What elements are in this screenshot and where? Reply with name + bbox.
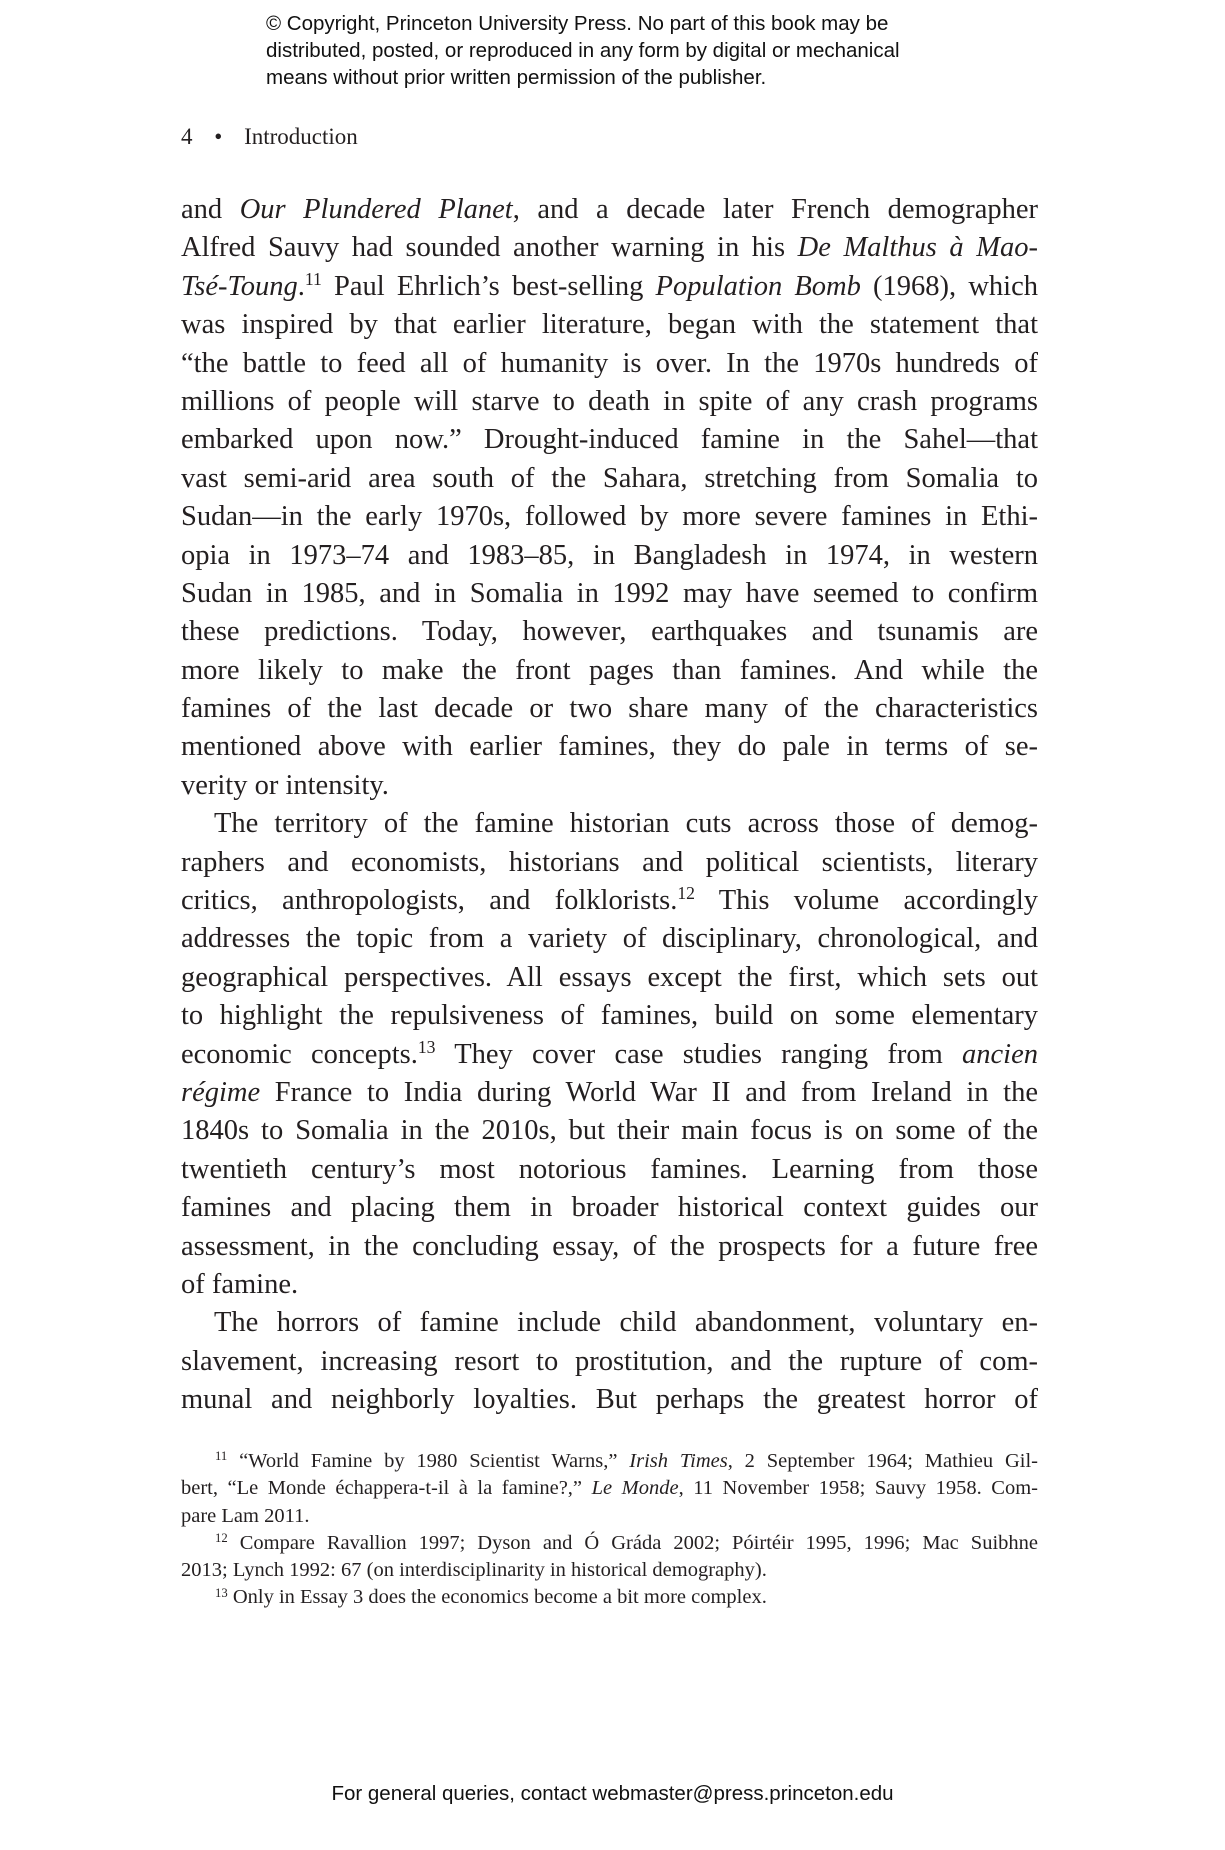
text-line — [181, 1343, 1038, 1381]
text-run: Paul Ehrlich’s best-selling — [321, 270, 656, 302]
text-run: twentieth century’s most notorious famines. Learning from those — [181, 1153, 1038, 1185]
text-line — [181, 498, 1038, 536]
text-run: 2013; Lynch 1992: 67 (on interdisciplinarity in historical demography). — [181, 1559, 767, 1582]
text-run: embarked upon now.” Drought-induced famine in the Sahel—that — [181, 424, 1038, 456]
footnotes — [181, 1448, 1038, 1612]
footnote-marker: 12 — [677, 883, 695, 904]
footnote-line — [181, 1584, 1038, 1611]
text-run: vast semi-arid area south of the Sahara, stretching from Somalia to — [181, 462, 1038, 494]
text-run: France to India during World War II and from Ireland in the — [260, 1076, 1038, 1108]
text-run: famines and placing them in broader historical context guides our — [181, 1192, 1038, 1224]
text-line — [181, 268, 1038, 306]
text-line — [181, 1228, 1038, 1266]
text-run: (1968), which — [860, 270, 1038, 302]
italic-text: De Malthus à Mao- — [797, 232, 1038, 264]
page-number: 4 — [181, 124, 193, 149]
text-line — [181, 805, 1038, 843]
text-line — [181, 690, 1038, 728]
text-line — [181, 1189, 1038, 1227]
text-run: mentioned above with earlier famines, they do pale in terms of se- — [181, 731, 1038, 763]
footnote-marker: 11 — [215, 1449, 228, 1464]
italic-text: Le Monde — [591, 1477, 679, 1500]
text-run: famines of the last decade or two share many of the characteristics — [181, 693, 1038, 725]
text-line — [181, 421, 1038, 459]
footnote-line — [181, 1475, 1038, 1502]
text-run: raphers and economists, historians and political scientists, literary — [181, 846, 1038, 878]
text-line — [181, 575, 1038, 613]
body-text — [181, 191, 1038, 1420]
text-line — [181, 844, 1038, 882]
footer-contact: For general queries, contact webmaster@press.princeton.edu — [331, 1782, 894, 1805]
text-line — [181, 1112, 1038, 1150]
italic-text: Our Plundered Planet — [239, 194, 513, 225]
text-line — [181, 1381, 1038, 1419]
text-run: The territory of the famine historian cuts across those of demog- — [214, 808, 1038, 840]
bullet-separator: • — [214, 124, 223, 149]
footnote-marker: 13 — [215, 1585, 228, 1600]
chapter-title: Introduction — [244, 124, 358, 149]
italic-text: Population Bomb — [655, 270, 861, 302]
text-run: to highlight the repulsiveness of famines, build on some elementary — [181, 1000, 1038, 1032]
text-run: Sudan—in the early 1970s, followed by more severe famines in Ethi- — [181, 501, 1038, 533]
text-run: Compare Ravallion 1997; Dyson and Ó Gráda 2002; Póirtéir 1995, 1996; Mac Suibhne — [227, 1531, 1038, 1554]
text-run: bert, “Le Monde échappera-t-il à la famine?,” — [181, 1477, 592, 1500]
text-run: addresses the topic from a variety of disciplinary, chronological, and — [181, 923, 1038, 955]
italic-text: ancien — [962, 1038, 1038, 1070]
copyright-line: © Copyright, Princeton University Press. No part of this book may be — [266, 12, 889, 35]
text-run: Alfred Sauvy had sounded another warning in his — [181, 232, 798, 264]
text-line — [181, 767, 1038, 805]
text-line — [181, 997, 1038, 1035]
footnote-line — [181, 1448, 1038, 1475]
text-run: slavement, increasing resort to prostitution, and the rupture of com- — [181, 1345, 1038, 1377]
text-run: This volume accordingly — [694, 885, 1038, 917]
copyright-notice — [266, 10, 900, 91]
text-run: . — [297, 270, 305, 302]
footnote-line — [181, 1557, 1038, 1584]
text-line — [181, 460, 1038, 498]
text-line — [181, 1304, 1038, 1342]
text-line — [181, 191, 1038, 229]
text-run: munal and neighborly loyalties. But perhaps the greatest horror of — [181, 1384, 1038, 1416]
text-line — [181, 882, 1038, 920]
text-run: economic concepts. — [181, 1038, 418, 1070]
text-run: Sudan in 1985, and in Somalia in 1992 may have seemed to confirm — [181, 577, 1038, 609]
text-run: opia in 1973–74 and 1983–85, in Bangladesh in 1974, in western — [181, 539, 1038, 571]
text-run: , 2 September 1964; Mathieu Gil- — [727, 1450, 1038, 1472]
text-run: these predictions. Today, however, earthquakes and tsunamis are — [181, 616, 1038, 648]
text-run: Only in Essay 3 does the economics become a bit more complex. — [227, 1586, 767, 1609]
text-line — [181, 1074, 1038, 1112]
footnote-marker: 12 — [215, 1530, 228, 1545]
text-run: verity or intensity. — [181, 769, 389, 801]
text-run: and — [181, 194, 240, 225]
italic-text: Irish Times — [629, 1450, 728, 1472]
text-run: They cover case studies ranging from — [435, 1038, 963, 1070]
text-line — [181, 613, 1038, 651]
text-line — [181, 652, 1038, 690]
text-run: pare Lam 2011. — [181, 1504, 310, 1527]
footnote-line — [181, 1503, 1038, 1530]
text-run: more likely to make the front pages than famines. And while the — [181, 654, 1038, 686]
text-line — [181, 345, 1038, 383]
text-line — [181, 959, 1038, 997]
text-run: The horrors of famine include child abandonment, voluntary en- — [214, 1307, 1038, 1339]
footnote-line — [181, 1530, 1038, 1557]
text-run: “the battle to feed all of humanity is over. In the 1970s hundreds of — [181, 347, 1038, 379]
text-run: “World Famine by 1980 Scientist Warns,” — [227, 1450, 630, 1472]
text-line — [181, 1036, 1038, 1074]
italic-text: régime — [181, 1076, 261, 1108]
text-run: was inspired by that earlier literature, began with the statement that — [181, 309, 1038, 341]
text-line — [181, 920, 1038, 958]
text-run: millions of people will starve to death in spite of any crash programs — [181, 385, 1038, 417]
text-run: assessment, in the concluding essay, of the prospects for a future free — [181, 1230, 1038, 1262]
text-line — [181, 229, 1038, 267]
text-run: of famine. — [181, 1268, 299, 1300]
text-run: geographical perspectives. All essays except the first, which sets out — [181, 961, 1038, 993]
italic-text: Tsé-Toung — [181, 270, 298, 302]
text-run: critics, anthropologists, and folklorists. — [181, 885, 678, 917]
text-line — [181, 306, 1038, 344]
text-line — [181, 537, 1038, 575]
text-run: , 11 November 1958; Sauvy 1958. Com- — [678, 1477, 1038, 1500]
text-line — [181, 383, 1038, 421]
copyright-line: distributed, posted, or reproduced in any form by digital or mechanical — [266, 39, 900, 62]
text-run: , and a decade later French demographer — [512, 194, 1039, 225]
text-run: 1840s to Somalia in the 2010s, but their main focus is on some of the — [181, 1115, 1038, 1147]
text-line — [181, 1151, 1038, 1189]
text-line — [181, 728, 1038, 766]
running-head — [181, 124, 358, 150]
copyright-line: means without prior written permission of the publisher. — [266, 66, 767, 89]
text-line — [181, 1266, 1038, 1304]
footnote-marker: 11 — [304, 269, 322, 290]
footnote-marker: 13 — [417, 1036, 436, 1057]
